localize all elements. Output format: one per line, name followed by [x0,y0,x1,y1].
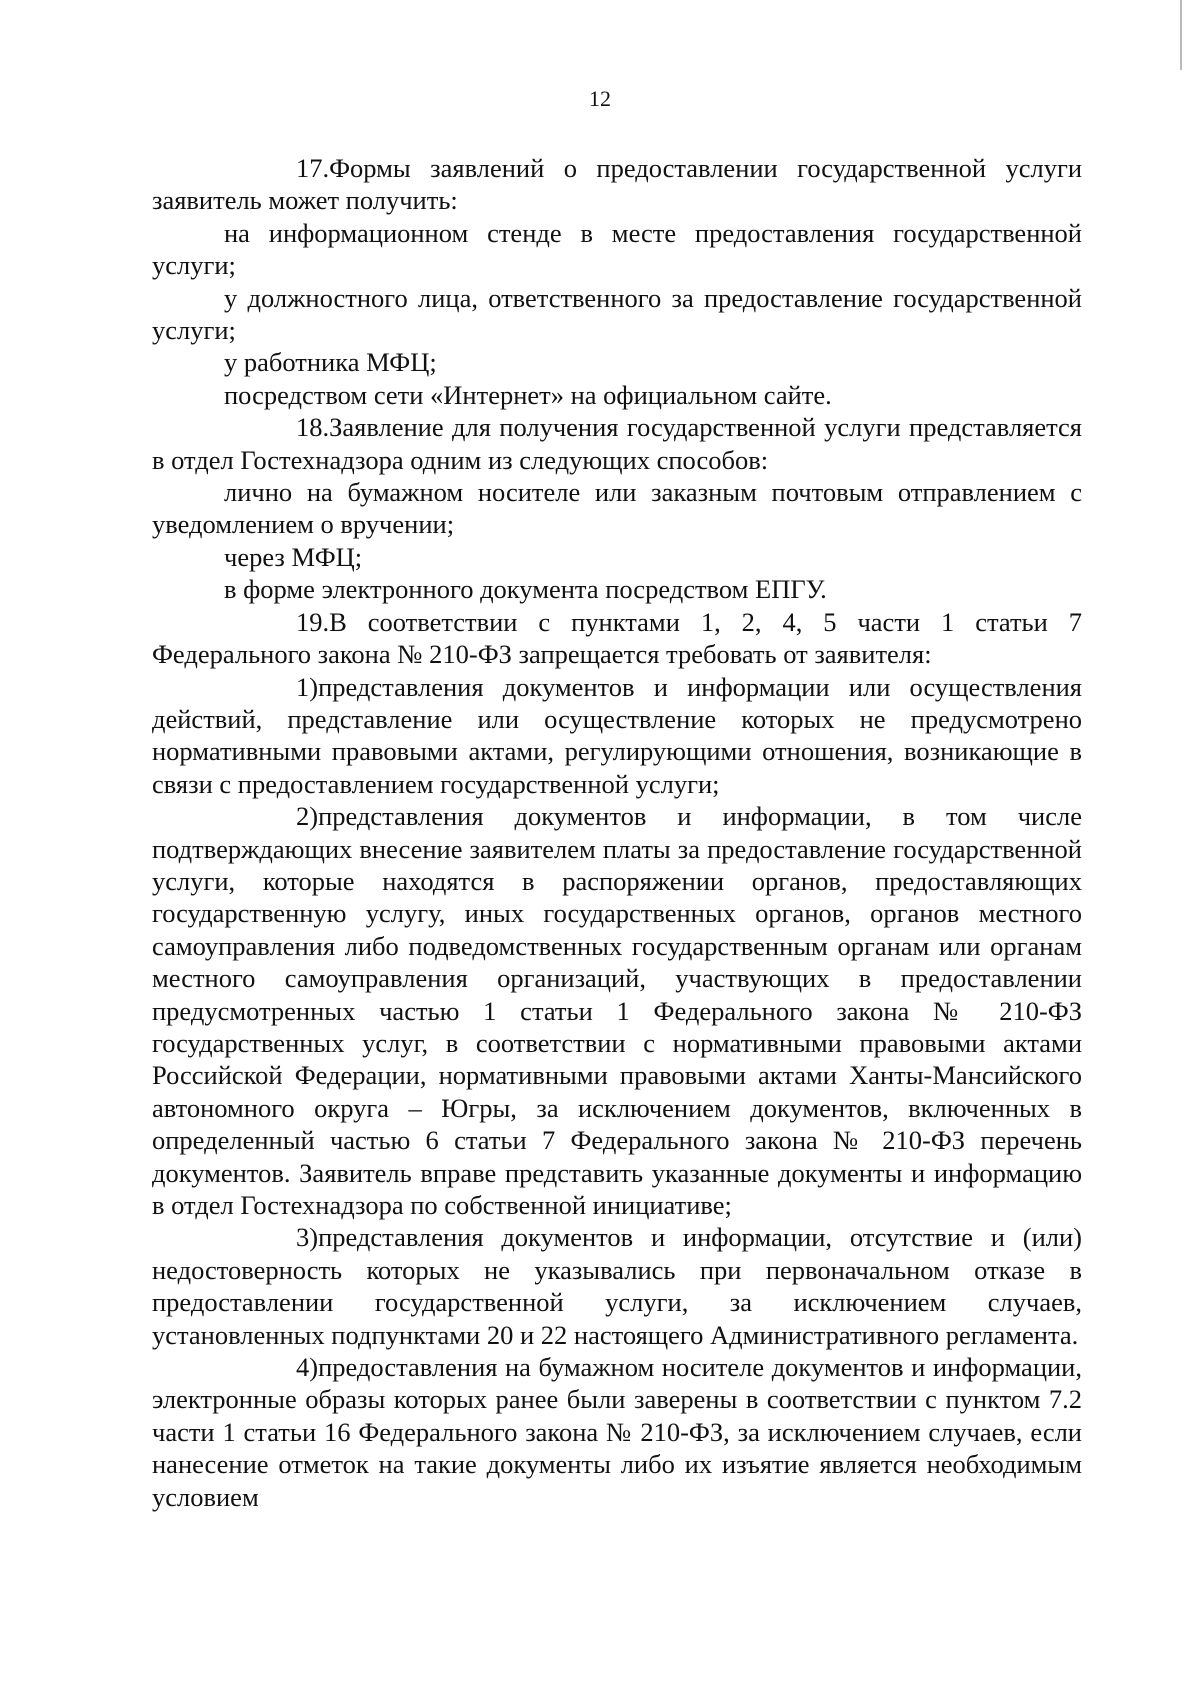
item-number: 18. [296,412,330,443]
item-number: 3) [296,1222,319,1253]
paragraph-text: представления документов и информации, в том числе подтверждающих внесение заявителем платы за предоставление государственной услуги, которые находятся в распоряжении органов, предоставляющих государственную услугу, иных государственных органов, органов местного самоуправления либо подведомственных государственным органам или органам местного самоуправления организаций, участвующих в предоставлении предусмотренных частью 1 статьи 1 Федерального закона № 210-ФЗ государственных услуг, в соответствии с нормативными правовыми актами Российской Федерации, нормативными правовыми актами Ханты-Мансийского автономного округа – Югры, за исключением документов, включенных в определенный частью 6 статьи 7 Федерального закона № 210-ФЗ перечень документов. Заявитель вправе представить указанные документы и информацию в отдел Гостехнадзора по собственной инициативе; [152,801,1082,1220]
paragraph-17-option [152,217,1082,282]
subitem-1 [152,671,1082,801]
scan-edge-line [1180,0,1182,70]
paragraph-text: Заявление для получения государственной услуги представляется в отдел Гостехнадзора одним из следующих способов: [152,412,1082,475]
paragraph-text: у должностного лица, ответственного за предоставление государственной услуги; [152,282,1082,346]
paragraph-18-option [152,541,1082,573]
paragraph-17-option [152,282,1082,347]
paragraph-text: в форме электронного документа посредством ЕПГУ. [224,574,827,605]
paragraph-text: Формы заявлений о предоставлении государственной услуги заявитель может получить: [152,153,1082,216]
paragraph-text: через МФЦ; [224,541,363,572]
subitem-4 [152,1351,1082,1513]
paragraph-text: предоставления на бумажном носителе документов и информации, электронные образы которых ранее были заверены в соответствии с пунктом 7.2 части 1 статьи 16 Федерального закона № 210-ФЗ, за исключением случаев, если нанесение отметок на такие документы либо их изъятие является необходимым условием [152,1352,1082,1512]
page-number: 12 [589,86,611,111]
paragraph-17-option [152,346,1082,378]
paragraph-18-option [152,573,1082,605]
paragraph-text: у работника МФЦ; [224,347,437,378]
item-number: 1) [296,671,319,702]
paragraph-text: на информационном стенде в месте предоставления государственной услуги; [152,217,1082,281]
paragraph-text: представления документов и информации, отсутствие и (или) недостоверность которых не указывались при первоначальном отказе в предоставлении государственной услуги, за исключением случаев, установленных подпунктами 20 и 22 настоящего Административного регламента. [152,1222,1082,1350]
paragraph-19 [152,606,1082,671]
paragraph-text: лично на бумажном носителе или заказным почтовым отправлением с уведомлением о вручении; [152,477,1082,540]
paragraph-17-option [152,379,1082,411]
item-number: 4) [296,1352,319,1383]
paragraph-18 [152,411,1082,476]
item-number: 2) [296,801,319,832]
paragraph-text: В соответствии с пунктами 1, 2, 4, 5 части 1 статьи 7 Федерального закона № 210-ФЗ запрещается требовать от заявителя: [152,606,1082,670]
item-number: 19. [296,606,330,637]
paragraph-text: представления документов и информации или осуществления действий, представление или осуществление которых не предусмотрено нормативными правовыми актами, регулирующими отношения, возникающие в связи с предоставлением государственной услуги; [152,671,1082,799]
paragraph-text: посредством сети «Интернет» на официальном сайте. [224,379,832,410]
item-number: 17. [296,153,330,183]
body-text [152,152,1082,1513]
subitem-2 [152,800,1082,1221]
subitem-3 [152,1221,1082,1351]
paragraph-17 [152,152,1082,217]
paragraph-18-option [152,476,1082,541]
